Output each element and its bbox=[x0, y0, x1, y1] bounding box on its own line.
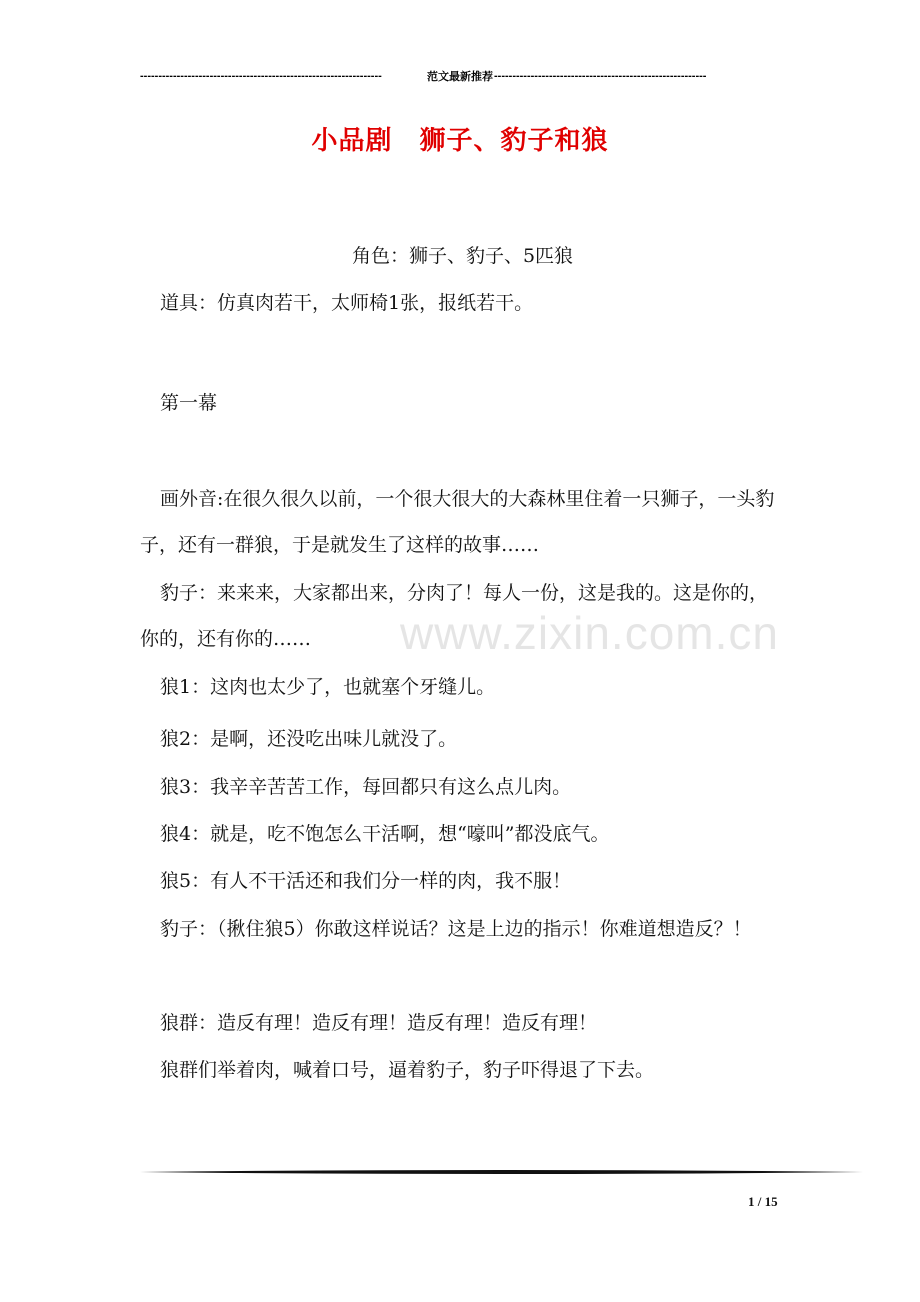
page-header bbox=[140, 68, 780, 84]
document-title: 小品剧 狮子、豹子和狼 bbox=[311, 126, 609, 156]
script-line: 狼1：这肉也太少了，也就塞个牙缝儿。 bbox=[160, 676, 496, 698]
page-number: 1 / 15 bbox=[748, 1194, 778, 1209]
script-line: 狼群：造反有理！造反有理！造反有理！造反有理！ bbox=[160, 1012, 598, 1034]
script-line: 画外音:在很久很久以前，一个很大很大的大森林里住着一只狮子，一头豹子，还有一群狼，于是就发生了这样的故事…… bbox=[140, 488, 775, 556]
script-line: 狼群们举着肉，喊着口号，逼着豹子，豹子吓得退了下去。 bbox=[160, 1059, 655, 1081]
script-line: 狼4：就是，吃不饱怎么干活啊，想“嚎叫”都没底气。 bbox=[160, 823, 610, 845]
script-line: 豹子：（揪住狼5）你敢这样说话？这是上边的指示！你难道想造反？！ bbox=[160, 918, 752, 940]
script-line: 狼2：是啊，还没吃出味儿就没了。 bbox=[160, 728, 458, 750]
header-label: 范文最新推荐 bbox=[427, 71, 493, 83]
watermark: www.zixin.com.cn bbox=[400, 607, 779, 659]
footer-rule bbox=[140, 1168, 863, 1176]
act-heading: 第一幕 bbox=[160, 392, 218, 414]
header-dashes-right: ---------------------------------------------------------- bbox=[494, 70, 707, 82]
script-line: 狼3：我辛辛苦苦工作，每回都只有这么点儿肉。 bbox=[160, 776, 572, 798]
script-line: 豹子：来来来，大家都出来，分肉了！每人一份，这是我的。这是你的，你的，还有你的…… bbox=[140, 582, 769, 650]
script-line: 狼5：有人不干活还和我们分一样的肉，我不服！ bbox=[160, 870, 572, 892]
roles-line: 角色：狮子、豹子、5匹狼 bbox=[351, 245, 574, 267]
props-line: 道具：仿真肉若干，太师椅1张，报纸若干。 bbox=[160, 292, 534, 314]
header-dashes-left: ------------------------------------------------------------------ bbox=[140, 70, 382, 82]
